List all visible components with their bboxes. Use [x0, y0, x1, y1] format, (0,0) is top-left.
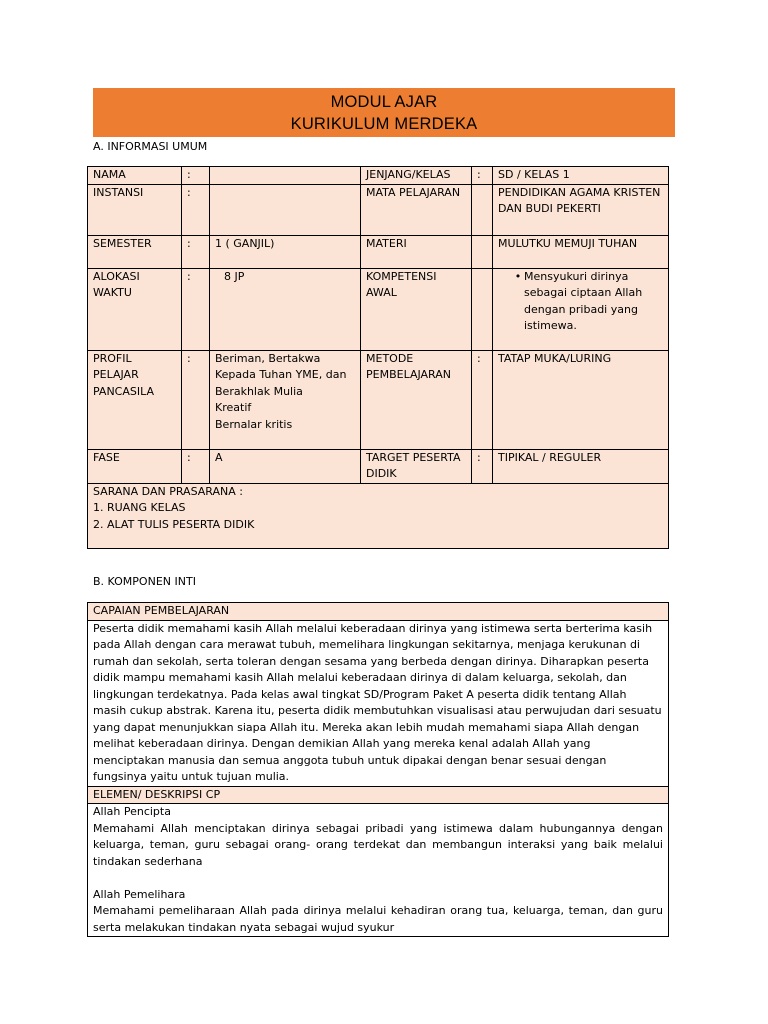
kompetensi-label: KOMPETENSI AWAL: [361, 268, 472, 350]
nama-label: NAMA: [88, 167, 182, 185]
bullet-item: [498, 269, 663, 335]
jenjang-value: SD / KELAS 1: [493, 167, 669, 185]
profil-value-3: Bernalar kritis: [215, 417, 293, 431]
target-value: TIPIKAL / REGULER: [493, 449, 669, 483]
semester-value: 1 ( GANJIL): [210, 235, 361, 268]
alokasi-value: 8 JP: [210, 268, 361, 350]
colon: :: [182, 350, 210, 449]
sarana-item-2: 2. ALAT TULIS PESERTA DIDIK: [93, 517, 255, 531]
title-banner: [93, 88, 675, 137]
spacer: [93, 870, 663, 887]
elemen-1-text: Memahami Allah menciptakan dirinya sebagai pribadi yang istimewa dalam hubungannya dengan keluarga, teman, guru sebagai orang- orang terdekat dan membangun interaksi yang baik melalui tindakan sederhana: [93, 821, 663, 868]
table-row: [88, 268, 669, 350]
elemen-2-title: Allah Pemelihara: [93, 887, 186, 901]
section-b-label: B. KOMPONEN INTI: [93, 575, 196, 588]
elemen-header: ELEMEN/ DESKRIPSI CP: [88, 786, 669, 804]
kompetensi-value-cell: [493, 268, 669, 350]
kompetensi-value: Mensyukuri dirinya sebagai ciptaan Allah dengan pribadi yang istimewa.: [524, 269, 643, 332]
profil-value-cell: [210, 350, 361, 449]
mapel-value: PENDIDIKAN AGAMA KRISTEN DAN BUDI PEKERTI: [493, 184, 669, 235]
capaian-header: CAPAIAN PEMBELAJARAN: [88, 603, 669, 621]
alokasi-label: ALOKASI WAKTU: [88, 268, 182, 350]
empty-cell: [472, 184, 493, 235]
colon: :: [182, 167, 210, 185]
metode-label: METODE PEMBELAJARAN: [361, 350, 472, 449]
colon: :: [472, 167, 493, 185]
info-table: [87, 166, 669, 549]
colon: :: [472, 449, 493, 483]
title-line-2: KURIKULUM MERDEKA: [290, 115, 478, 133]
colon: :: [182, 268, 210, 350]
semester-label: SEMESTER: [88, 235, 182, 268]
table-row: [88, 483, 669, 548]
table-row: [88, 804, 669, 937]
materi-value: MULUTKU MEMUJI TUHAN: [493, 235, 669, 268]
component-table: [87, 602, 669, 937]
table-row: [88, 449, 669, 483]
table-row: [88, 184, 669, 235]
table-row: [88, 167, 669, 185]
profil-value-1: Beriman, Bertakwa Kepada Tuhan YME, dan Berakhlak Mulia: [215, 351, 347, 398]
instansi-label: INSTANSI: [88, 184, 182, 235]
capaian-text: Peserta didik memahami kasih Allah melalui keberadaan dirinya yang istimewa serta berterima kasih pada Allah dengan cara merawat tubuh, memelihara lingkungan sekitarnya, menjaga kerukunan di rumah dan sekolah, serta toleran dengan sesama yang berbeda dengan dirinya. Diharapkan peserta didik mampu memahami kasih Allah melalui keberadaan dirinya di dalam keluarga, sekolah, dan lingkungan terdekatnya. Pada kelas awal tingkat SD/Program Paket A peserta didik tentang Allah masih cukup abstrak. Karena itu, peserta didik membutuhkan visualisasi atau perwujudan dari sesuatu yang dapat menunjukkan siapa Allah itu. Mereka akan lebih mudah memahami siapa Allah dengan melihat keberadaan dirinya. Dengan demikian Allah yang mereka kenal adalah Allah yang menciptakan manusia dan semua anggota tubuh untuk dipakai dengan benar sesuai dengan fungsinya yaitu untuk tujuan mulia.: [88, 620, 669, 786]
jenjang-label: JENJANG/KELAS: [361, 167, 472, 185]
fase-label: FASE: [88, 449, 182, 483]
empty-cell: [472, 235, 493, 268]
colon: :: [182, 235, 210, 268]
elemen-1-title: Allah Pencipta: [93, 805, 171, 818]
metode-value: TATAP MUKA/LURING: [493, 350, 669, 449]
table-row: [88, 235, 669, 268]
table-row: [88, 603, 669, 621]
target-label: TARGET PESERTA DIDIK: [361, 449, 472, 483]
table-row: [88, 786, 669, 804]
elemen-cell: [88, 804, 669, 937]
sarana-title: SARANA DAN PRASARANA :: [93, 484, 243, 498]
section-a-label: A. INFORMASI UMUM: [93, 140, 208, 153]
table-row: [88, 620, 669, 786]
title-line-1: MODUL AJAR: [330, 93, 438, 111]
table-row: [88, 350, 669, 449]
elemen-2-text: Memahami pemeliharaan Allah pada dirinya melalui kehadiran orang tua, keluarga, teman, dan guru serta melakukan tindakan nyata sebagai wujud syukur: [93, 904, 663, 934]
bullet-icon: •: [514, 269, 522, 283]
colon: :: [472, 350, 493, 449]
sarana-item-1: 1. RUANG KELAS: [93, 501, 186, 514]
profil-value-2: Kreatif: [215, 401, 252, 414]
nama-value: [210, 167, 361, 185]
fase-value: A: [210, 449, 361, 483]
instansi-value: [210, 184, 361, 235]
profil-label: PROFIL PELAJAR PANCASILA: [88, 350, 182, 449]
materi-label: MATERI: [361, 235, 472, 268]
mapel-label: MATA PELAJARAN: [361, 184, 472, 235]
sarana-cell: [88, 483, 669, 548]
empty-cell: [472, 268, 493, 350]
colon: :: [182, 184, 210, 235]
colon: :: [182, 449, 210, 483]
